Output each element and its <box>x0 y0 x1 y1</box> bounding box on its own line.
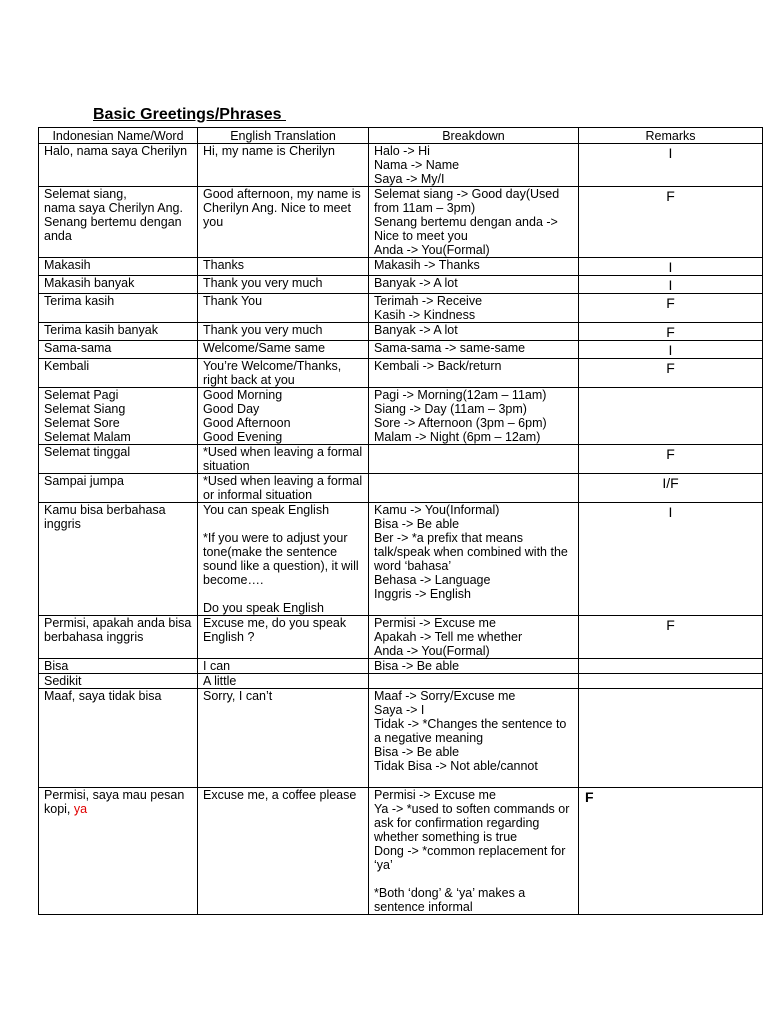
cell-remark: F <box>579 445 763 474</box>
cell-english <box>198 187 369 258</box>
cell-indonesian <box>39 258 198 276</box>
cell-indonesian <box>39 323 198 341</box>
table-row <box>39 276 763 294</box>
cell-line: Halo -> Hi <box>374 144 430 158</box>
column-header-breakdown: Breakdown <box>369 128 579 144</box>
cell-line: Hi, my name is Cherilyn <box>203 144 335 158</box>
cell-english <box>198 689 369 788</box>
cell-indonesian <box>39 445 198 474</box>
cell-line: Terimah -> Receive <box>374 294 483 308</box>
cell-line: Anda -> You(Formal) <box>374 644 490 658</box>
cell-remark: F <box>579 788 763 915</box>
cell-line: Bisa -> Be able <box>374 745 460 759</box>
cell-line: Sama-sama -> same-same <box>374 341 526 355</box>
cell-line <box>374 773 573 787</box>
cell-line: I can <box>203 659 231 673</box>
cell-line: Makasih <box>44 258 91 272</box>
cell-english <box>198 445 369 474</box>
cell-line: Thank You <box>203 294 263 308</box>
cell-breakdown <box>369 689 579 788</box>
cell-line: Kasih -> Kindness <box>374 308 476 322</box>
cell-line: Good afternoon, my name is Cherilyn Ang. Nice to meet you <box>203 187 365 229</box>
cell-line: A little <box>203 674 237 688</box>
cell-line: Nama -> Name <box>374 158 460 172</box>
cell-english <box>198 674 369 689</box>
cell-breakdown <box>369 659 579 674</box>
cell-remark: I <box>579 258 763 276</box>
table-body <box>39 144 763 915</box>
cell-line: Excuse me, a coffee please <box>203 788 357 802</box>
cell-english <box>198 474 369 503</box>
table-row <box>39 258 763 276</box>
cell-line: Good Morning <box>203 388 283 402</box>
cell-line: Ya -> *used to soften commands or ask for confirmation regarding whether something is true <box>374 802 573 844</box>
cell-remark: F <box>579 294 763 323</box>
cell-line: Permisi -> Excuse me <box>374 788 496 802</box>
cell-line: Thank you very much <box>203 323 323 337</box>
cell-line: Selemat Malam <box>44 430 131 444</box>
table-row <box>39 445 763 474</box>
cell-line: Kamu bisa berbahasa inggris <box>44 503 170 531</box>
cell-line: *If you were to adjust your tone(make the sentence sound like a question), it will become…. <box>203 531 363 587</box>
cell-line: *Used when leaving a formal or informal situation <box>203 474 366 502</box>
cell-indonesian <box>39 474 198 503</box>
cell-line: Kamu -> You(Informal) <box>374 503 500 517</box>
cell-indonesian <box>39 276 198 294</box>
cell-english <box>198 341 369 359</box>
cell-line: Inggris -> English <box>374 587 471 601</box>
cell-line: Terima kasih banyak <box>44 323 158 337</box>
cell-line: Ber -> *a prefix that means talk/speak when combined with the word ‘bahasa’ <box>374 531 572 573</box>
cell-remark <box>579 689 763 788</box>
cell-indonesian <box>39 616 198 659</box>
cell-breakdown <box>369 144 579 187</box>
cell-line: Banyak -> A lot <box>374 323 458 337</box>
table-row <box>39 659 763 674</box>
cell-english <box>198 323 369 341</box>
cell-breakdown <box>369 788 579 915</box>
table-row <box>39 323 763 341</box>
cell-line: Kembali <box>44 359 90 373</box>
cell-line <box>374 872 573 886</box>
cell-remark: F <box>579 323 763 341</box>
cell-line: Halo, nama saya Cherilyn <box>44 144 188 158</box>
cell-line: Behasa -> Language <box>374 573 491 587</box>
column-header-english: English Translation <box>198 128 369 144</box>
table-row <box>39 474 763 503</box>
cell-line: Bisa -> Be able <box>374 517 460 531</box>
cell-line: Saya -> My/I <box>374 172 445 186</box>
cell-breakdown <box>369 474 579 503</box>
cell-remark: I <box>579 341 763 359</box>
table-row <box>39 187 763 258</box>
cell-breakdown <box>369 187 579 258</box>
highlighted-word: ya <box>73 802 88 816</box>
cell-breakdown <box>369 388 579 445</box>
cell-line: Good Afternoon <box>203 416 291 430</box>
cell-line: Anda -> You(Formal) <box>374 243 490 257</box>
cell-remark: F <box>579 187 763 258</box>
cell-line: Sama-sama <box>44 341 112 355</box>
table-row <box>39 674 763 689</box>
cell-line: Senang bertemu dengan anda -> Nice to meet you <box>374 215 562 243</box>
cell-remark <box>579 388 763 445</box>
cell-line: Maaf -> Sorry/Excuse me <box>374 689 516 703</box>
table-row <box>39 689 763 788</box>
cell-line: *Used when leaving a formal situation <box>203 445 366 473</box>
table-header-row <box>39 128 763 144</box>
cell-breakdown <box>369 445 579 474</box>
cell-line: Maaf, saya tidak bisa <box>44 689 162 703</box>
cell-line: Terima kasih <box>44 294 115 308</box>
cell-line: Permisi, apakah anda bisa berbahasa inggris <box>44 616 195 644</box>
cell-remark: I <box>579 276 763 294</box>
table-row <box>39 788 763 915</box>
cell-breakdown <box>369 503 579 616</box>
cell-line: Excuse me, do you speak English ? <box>203 616 350 644</box>
cell-indonesian <box>39 659 198 674</box>
cell-english <box>198 788 369 915</box>
cell-breakdown <box>369 323 579 341</box>
cell-english <box>198 276 369 294</box>
cell-line: Makasih banyak <box>44 276 135 290</box>
cell-breakdown <box>369 294 579 323</box>
cell-line: Kembali -> Back/return <box>374 359 502 373</box>
table-row <box>39 388 763 445</box>
cell-line: Senang bertemu dengan anda <box>44 215 186 243</box>
cell-indonesian <box>39 689 198 788</box>
cell-line: nama saya Cherilyn Ang. <box>44 201 183 215</box>
cell-english <box>198 503 369 616</box>
cell-line <box>203 517 363 531</box>
cell-english <box>198 258 369 276</box>
cell-indonesian <box>39 359 198 388</box>
cell-line: Selemat Pagi <box>44 388 119 402</box>
table-row <box>39 144 763 187</box>
cell-line: Good Day <box>203 402 260 416</box>
cell-indonesian <box>39 144 198 187</box>
cell-remark: I <box>579 503 763 616</box>
cell-line: Bisa -> Be able <box>374 659 460 673</box>
cell-breakdown <box>369 616 579 659</box>
table-row <box>39 503 763 616</box>
cell-line: Permisi -> Excuse me <box>374 616 496 630</box>
cell-english <box>198 144 369 187</box>
cell-line: Saya -> I <box>374 703 425 717</box>
cell-line: Dong -> *common replacement for ‘ya’ <box>374 844 569 872</box>
cell-indonesian <box>39 388 198 445</box>
cell-english <box>198 388 369 445</box>
cell-remark <box>579 674 763 689</box>
table-row <box>39 616 763 659</box>
phrases-table <box>38 127 763 915</box>
column-header-remarks: Remarks <box>579 128 763 144</box>
cell-remark: I/F <box>579 474 763 503</box>
cell-remark: F <box>579 616 763 659</box>
cell-line: Thank you very much <box>203 276 323 290</box>
cell-line: Sore -> Afternoon (3pm – 6pm) <box>374 416 547 430</box>
cell-line: Pagi -> Morning(12am – 11am) <box>374 388 547 402</box>
cell-line: Selemat tinggal <box>44 445 131 459</box>
cell-line: You can speak English <box>203 503 330 517</box>
cell-line: Bisa <box>44 659 69 673</box>
cell-remark <box>579 659 763 674</box>
cell-indonesian <box>39 788 198 915</box>
cell-breakdown <box>369 674 579 689</box>
cell-line: Sedikit <box>44 674 82 688</box>
cell-remark: F <box>579 359 763 388</box>
cell-line: Do you speak English <box>203 601 324 615</box>
cell-indonesian <box>39 341 198 359</box>
cell-line: You’re Welcome/Thanks, right back at you <box>203 359 345 387</box>
cell-line: Makasih -> Thanks <box>374 258 480 272</box>
cell-english <box>198 659 369 674</box>
cell-breakdown <box>369 258 579 276</box>
cell-indonesian <box>39 187 198 258</box>
cell-indonesian <box>39 503 198 616</box>
cell-breakdown <box>369 276 579 294</box>
cell-line: Sorry, I can’t <box>203 689 273 703</box>
cell-line: Tidak -> *Changes the sentence to a negative meaning <box>374 717 570 745</box>
column-header-indonesian: Indonesian Name/Word <box>39 128 198 144</box>
table-row <box>39 359 763 388</box>
page-title: Basic Greetings/Phrases <box>93 106 286 123</box>
cell-line: Sampai jumpa <box>44 474 124 488</box>
cell-line: Tidak Bisa -> Not able/cannot <box>374 759 538 773</box>
cell-remark: I <box>579 144 763 187</box>
cell-english <box>198 359 369 388</box>
cell-line <box>203 587 363 601</box>
cell-line: Apakah -> Tell me whether <box>374 630 523 644</box>
cell-line: Selemat Sore <box>44 416 120 430</box>
cell-english <box>198 616 369 659</box>
cell-line: Selemat siang -> Good day(Used from 11am – 3pm) <box>374 187 563 215</box>
cell-breakdown <box>369 359 579 388</box>
cell-line: Selemat Siang <box>44 402 126 416</box>
table-row <box>39 294 763 323</box>
cell-english <box>198 294 369 323</box>
cell-line: Good Evening <box>203 430 283 444</box>
cell-line: Siang -> Day (11am – 3pm) <box>374 402 527 416</box>
cell-line: Malam -> Night (6pm – 12am) <box>374 430 541 444</box>
cell-line: Selemat siang, <box>44 187 127 201</box>
table-row <box>39 341 763 359</box>
cell-indonesian <box>39 294 198 323</box>
cell-indonesian <box>39 674 198 689</box>
cell-line: Welcome/Same same <box>203 341 326 355</box>
cell-line: Thanks <box>203 258 244 272</box>
cell-line: *Both ‘dong’ & ‘ya’ makes a sentence informal <box>374 886 529 914</box>
cell-text: Permisi, saya mau pesan kopi, <box>44 788 185 816</box>
cell-breakdown <box>369 341 579 359</box>
cell-line: Banyak -> A lot <box>374 276 458 290</box>
